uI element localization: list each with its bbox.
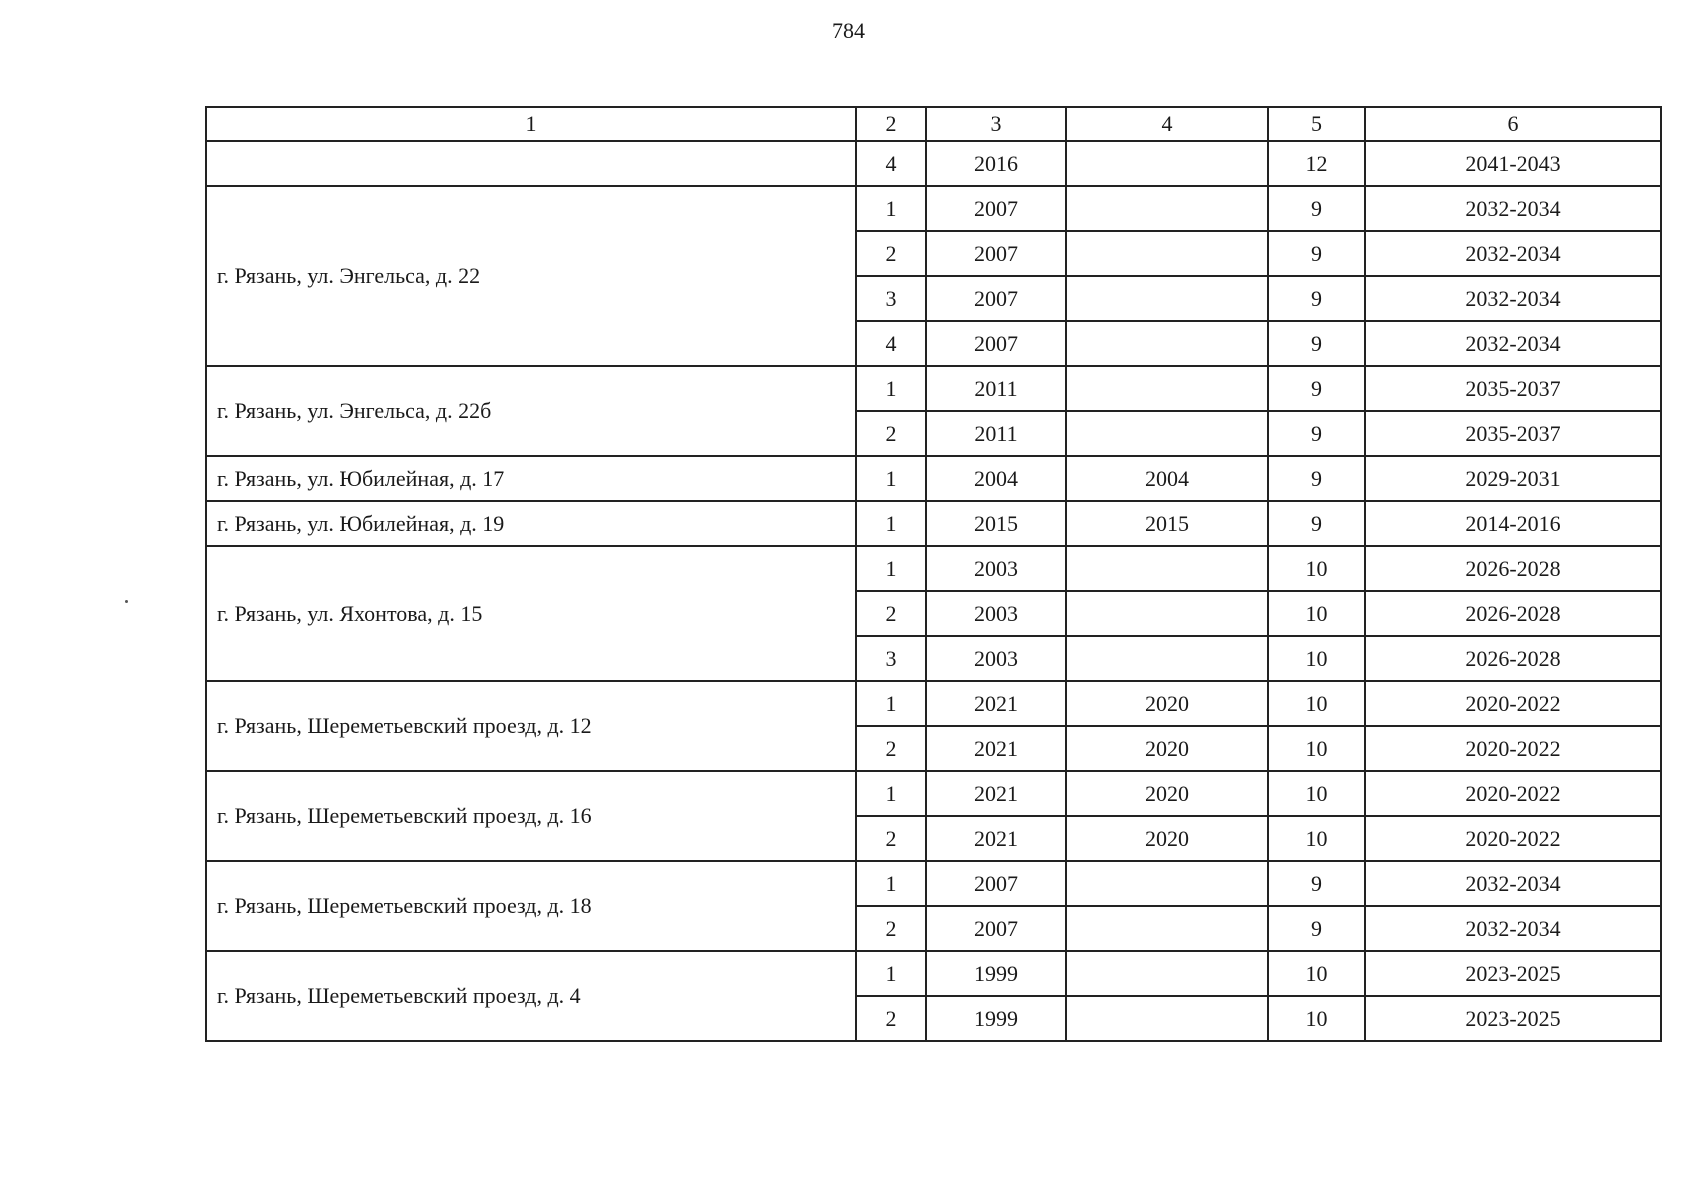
table-cell-c4 <box>1066 996 1268 1041</box>
table-cell-c3: 2021 <box>926 726 1066 771</box>
table-cell-c3: 1999 <box>926 951 1066 996</box>
table-cell-c5: 9 <box>1268 366 1365 411</box>
table-cell-c5: 10 <box>1268 726 1365 771</box>
address-cell: г. Рязань, Шереметьевский проезд, д. 16 <box>206 771 856 861</box>
table-cell-c3: 2021 <box>926 771 1066 816</box>
address-cell: г. Рязань, Шереметьевский проезд, д. 4 <box>206 951 856 1041</box>
table-cell-c2: 2 <box>856 591 926 636</box>
table-cell-c4 <box>1066 366 1268 411</box>
table-row <box>206 456 1661 501</box>
table-cell-c2: 1 <box>856 951 926 996</box>
table-cell-c2: 2 <box>856 726 926 771</box>
table-cell-c5: 10 <box>1268 681 1365 726</box>
table-cell-c6: 2020-2022 <box>1365 771 1661 816</box>
table-cell-c5: 12 <box>1268 141 1365 186</box>
table-body <box>206 141 1661 1041</box>
table-cell-c3: 2007 <box>926 906 1066 951</box>
table-cell-c5: 9 <box>1268 456 1365 501</box>
table-cell-c4 <box>1066 276 1268 321</box>
table-cell-c3: 2003 <box>926 591 1066 636</box>
table-cell-c4: 2020 <box>1066 816 1268 861</box>
table-cell-c4 <box>1066 546 1268 591</box>
column-header: 5 <box>1268 107 1365 141</box>
table-cell-c5: 10 <box>1268 816 1365 861</box>
table-cell-c5: 9 <box>1268 501 1365 546</box>
table-cell-c5: 9 <box>1268 276 1365 321</box>
table-cell-c6: 2026-2028 <box>1365 636 1661 681</box>
address-cell: г. Рязань, Шереметьевский проезд, д. 12 <box>206 681 856 771</box>
table-cell-c5: 9 <box>1268 906 1365 951</box>
table-cell-c3: 2011 <box>926 366 1066 411</box>
table-cell-c2: 4 <box>856 141 926 186</box>
address-cell: г. Рязань, ул. Юбилейная, д. 19 <box>206 501 856 546</box>
table-cell-c2: 3 <box>856 276 926 321</box>
table-cell-c4: 2015 <box>1066 501 1268 546</box>
table-cell-c4: 2020 <box>1066 726 1268 771</box>
table-cell-c2: 1 <box>856 681 926 726</box>
table-cell-c4 <box>1066 906 1268 951</box>
table-cell-c5: 9 <box>1268 231 1365 276</box>
table-cell-c5: 9 <box>1268 861 1365 906</box>
table-cell-c4 <box>1066 591 1268 636</box>
buildings-table <box>205 106 1662 1042</box>
table-cell-c6: 2026-2028 <box>1365 591 1661 636</box>
table-cell-c4 <box>1066 861 1268 906</box>
table-cell-c3: 2007 <box>926 231 1066 276</box>
table-cell-c4 <box>1066 951 1268 996</box>
table-cell-c6: 2032-2034 <box>1365 186 1661 231</box>
column-header: 2 <box>856 107 926 141</box>
table-cell-c4 <box>1066 186 1268 231</box>
table-row <box>206 501 1661 546</box>
page-number: 784 <box>832 18 865 43</box>
table-cell-c2: 1 <box>856 546 926 591</box>
table-cell-c5: 9 <box>1268 186 1365 231</box>
table-cell-c5: 10 <box>1268 636 1365 681</box>
table-cell-c6: 2023-2025 <box>1365 996 1661 1041</box>
table-cell-c3: 2015 <box>926 501 1066 546</box>
table-cell-c2: 2 <box>856 231 926 276</box>
table-cell-c3: 2021 <box>926 816 1066 861</box>
address-cell: г. Рязань, ул. Юбилейная, д. 17 <box>206 456 856 501</box>
table-cell-c2: 1 <box>856 456 926 501</box>
table-cell-c5: 9 <box>1268 321 1365 366</box>
table-cell-c3: 2007 <box>926 276 1066 321</box>
table-row <box>206 546 1661 591</box>
table-cell-c3: 2007 <box>926 321 1066 366</box>
table-cell-c5: 10 <box>1268 996 1365 1041</box>
address-cell <box>206 141 856 186</box>
table-cell-c6: 2029-2031 <box>1365 456 1661 501</box>
table-cell-c5: 10 <box>1268 771 1365 816</box>
table-row <box>206 366 1661 411</box>
table-cell-c4 <box>1066 231 1268 276</box>
table-row <box>206 681 1661 726</box>
table-row <box>206 951 1661 996</box>
address-cell: г. Рязань, ул. Яхонтова, д. 15 <box>206 546 856 681</box>
table-cell-c2: 1 <box>856 186 926 231</box>
address-cell: г. Рязань, ул. Энгельса, д. 22 <box>206 186 856 366</box>
table-cell-c2: 4 <box>856 321 926 366</box>
table-row <box>206 141 1661 186</box>
table-cell-c6: 2026-2028 <box>1365 546 1661 591</box>
table-cell-c6: 2032-2034 <box>1365 276 1661 321</box>
table-cell-c2: 2 <box>856 906 926 951</box>
table-cell-c6: 2032-2034 <box>1365 906 1661 951</box>
table-cell-c6: 2032-2034 <box>1365 861 1661 906</box>
table-cell-c3: 2011 <box>926 411 1066 456</box>
table-cell-c3: 2003 <box>926 546 1066 591</box>
column-header: 4 <box>1066 107 1268 141</box>
table-cell-c2: 2 <box>856 816 926 861</box>
table-cell-c3: 2007 <box>926 186 1066 231</box>
table-cell-c2: 1 <box>856 366 926 411</box>
table-cell-c4: 2004 <box>1066 456 1268 501</box>
table-cell-c4 <box>1066 141 1268 186</box>
table-row <box>206 771 1661 816</box>
table-cell-c5: 10 <box>1268 951 1365 996</box>
table-cell-c6: 2041-2043 <box>1365 141 1661 186</box>
table-cell-c4 <box>1066 321 1268 366</box>
table-cell-c6: 2023-2025 <box>1365 951 1661 996</box>
table-cell-c3: 2021 <box>926 681 1066 726</box>
table-cell-c2: 2 <box>856 996 926 1041</box>
table-cell-c6: 2035-2037 <box>1365 366 1661 411</box>
table-cell-c3: 2007 <box>926 861 1066 906</box>
table-cell-c3: 2016 <box>926 141 1066 186</box>
scan-speck <box>125 600 128 603</box>
table-cell-c6: 2032-2034 <box>1365 321 1661 366</box>
table-cell-c5: 9 <box>1268 411 1365 456</box>
table-cell-c6: 2020-2022 <box>1365 681 1661 726</box>
table-cell-c3: 2004 <box>926 456 1066 501</box>
table-cell-c2: 3 <box>856 636 926 681</box>
table-cell-c4 <box>1066 411 1268 456</box>
table-cell-c2: 1 <box>856 771 926 816</box>
table-cell-c6: 2032-2034 <box>1365 231 1661 276</box>
table-cell-c2: 2 <box>856 411 926 456</box>
table-cell-c6: 2020-2022 <box>1365 726 1661 771</box>
table-cell-c4 <box>1066 636 1268 681</box>
table-row <box>206 186 1661 231</box>
address-cell: г. Рязань, ул. Энгельса, д. 22б <box>206 366 856 456</box>
table-cell-c6: 2035-2037 <box>1365 411 1661 456</box>
table-cell-c5: 10 <box>1268 546 1365 591</box>
column-header: 1 <box>206 107 856 141</box>
table-cell-c4: 2020 <box>1066 681 1268 726</box>
table-cell-c2: 1 <box>856 501 926 546</box>
table-cell-c4: 2020 <box>1066 771 1268 816</box>
table-cell-c6: 2020-2022 <box>1365 816 1661 861</box>
table-row <box>206 861 1661 906</box>
table-cell-c5: 10 <box>1268 591 1365 636</box>
table-cell-c6: 2014-2016 <box>1365 501 1661 546</box>
table-cell-c3: 2003 <box>926 636 1066 681</box>
table-header-row <box>206 107 1661 141</box>
address-cell: г. Рязань, Шереметьевский проезд, д. 18 <box>206 861 856 951</box>
column-header: 6 <box>1365 107 1661 141</box>
table-cell-c3: 1999 <box>926 996 1066 1041</box>
column-header: 3 <box>926 107 1066 141</box>
table-cell-c2: 1 <box>856 861 926 906</box>
